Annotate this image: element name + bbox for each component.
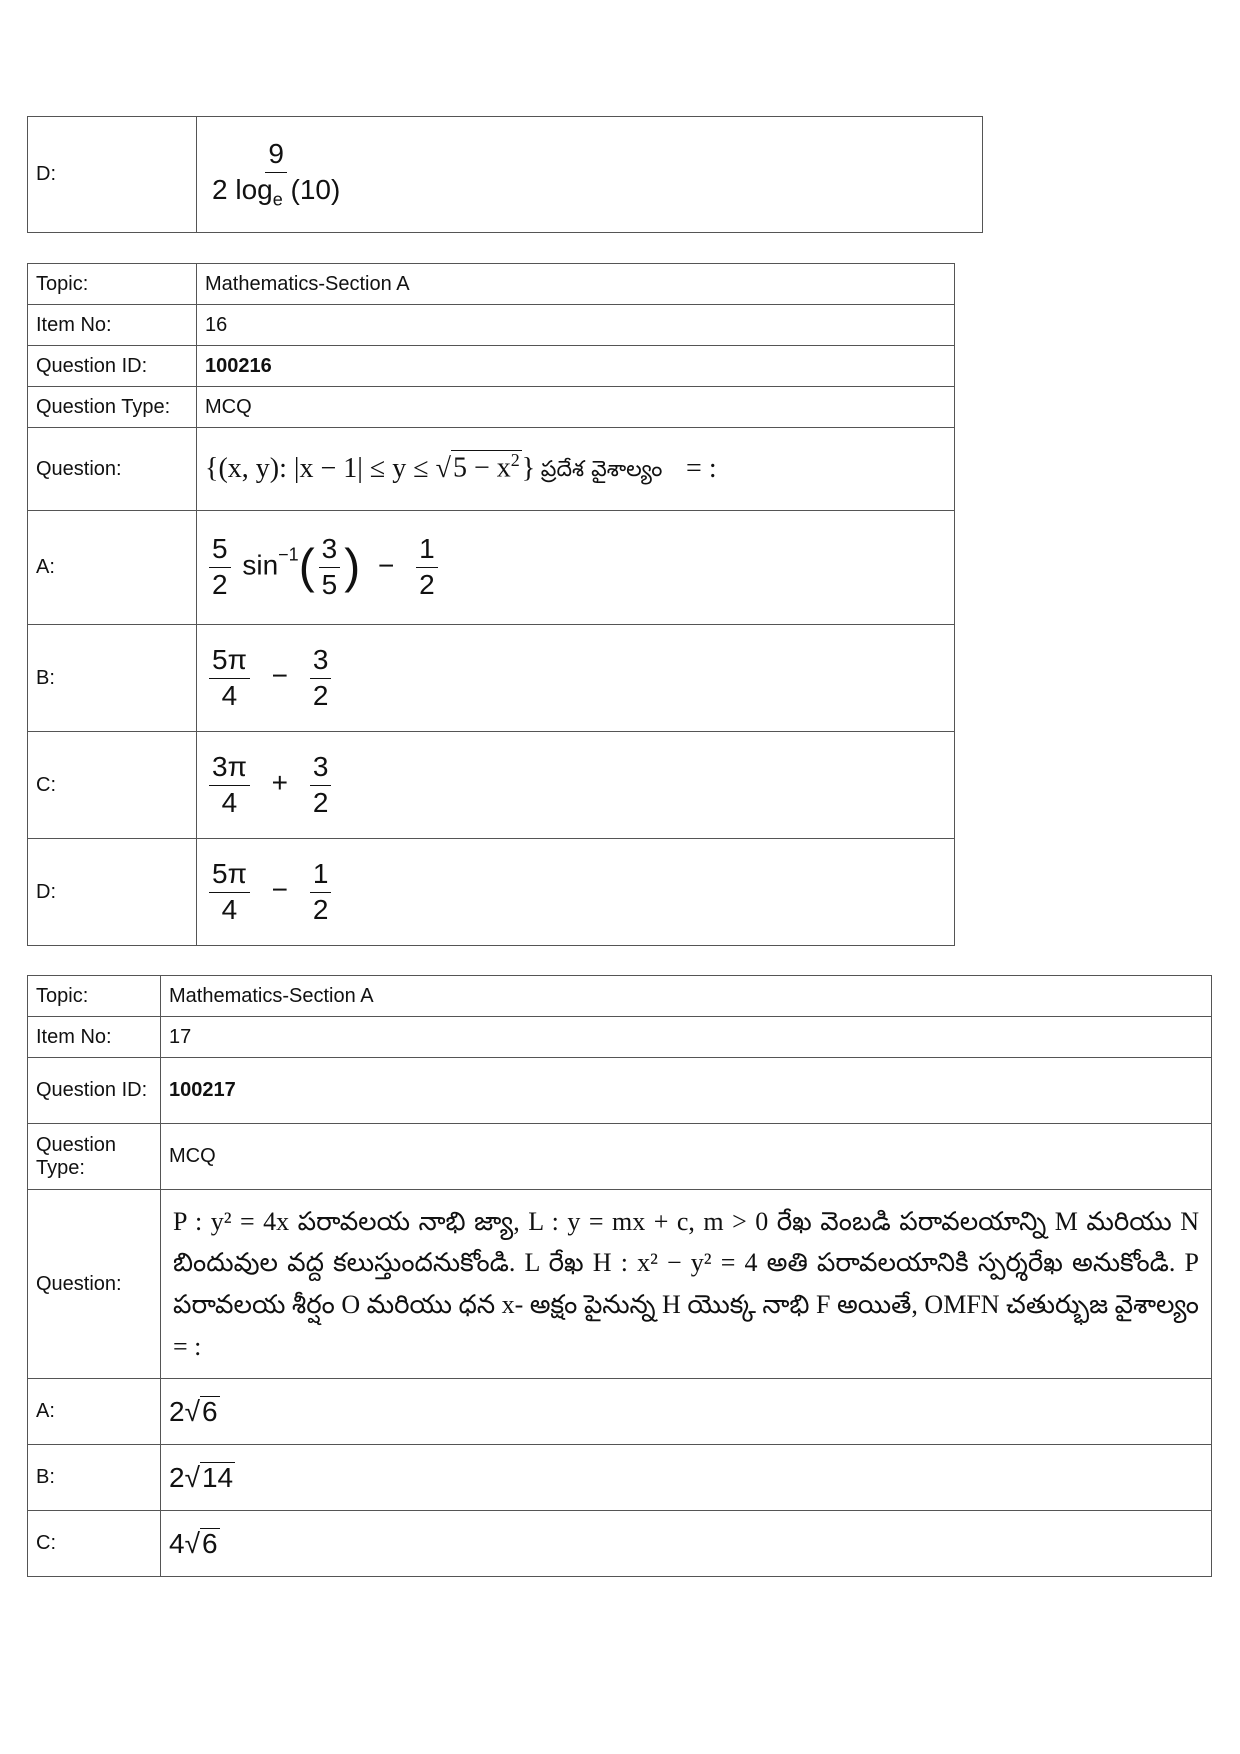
question-id-row (28, 346, 955, 387)
topic-label: Topic: (28, 264, 197, 305)
topic-value: Mathematics-Section A (161, 976, 1212, 1017)
item-no-value: 16 (197, 305, 955, 346)
numerator: 3 (310, 752, 332, 786)
question-id-label: Question ID: (28, 346, 197, 387)
previous-question-table (27, 116, 983, 233)
operator: − (271, 874, 289, 906)
left-paren: ( (298, 540, 315, 594)
power: 2 (510, 450, 520, 471)
option-row (28, 1379, 1212, 1445)
fraction (310, 752, 332, 819)
option-a-value (161, 1379, 1212, 1445)
topic-label: Topic: (28, 976, 161, 1017)
option-row (28, 839, 955, 946)
sqrt: √ 6 (184, 1527, 218, 1559)
item-no-value: 17 (161, 1017, 1212, 1058)
option-d-value (197, 117, 983, 233)
coefficient: 2 (169, 1395, 185, 1427)
option-row (28, 732, 955, 839)
numerator: 1 (310, 859, 332, 893)
question-math (205, 450, 536, 484)
topic-row (28, 976, 1212, 1017)
numerator: 3 (319, 534, 341, 568)
question-type-value: MCQ (197, 387, 955, 428)
question-label: Question: (28, 1190, 161, 1379)
radicand: 14 (201, 1461, 234, 1493)
denominator: 5 (321, 569, 338, 600)
numerator: 3 (310, 645, 332, 679)
operator: + (271, 767, 289, 799)
item-no-label: Item No: (28, 305, 197, 346)
option-row (28, 1445, 1212, 1511)
option-label: C: (28, 732, 197, 839)
right-paren: ) (344, 540, 361, 594)
operator: − (271, 660, 289, 692)
option-d-value (197, 839, 955, 946)
coefficient: 2 (169, 1461, 185, 1493)
denominator (209, 173, 343, 210)
fraction (209, 139, 343, 210)
item-no-row (28, 305, 955, 346)
numerator: 5π (209, 859, 250, 893)
denominator: 2 (419, 569, 435, 600)
fraction (209, 534, 231, 601)
fraction (209, 859, 250, 926)
radicand: 6 (201, 1395, 218, 1427)
question-text (197, 428, 955, 511)
question-type-row (28, 1124, 1212, 1190)
radicand: 6 (201, 1527, 218, 1559)
item-no-row (28, 1017, 1212, 1058)
numerator: 5π (209, 645, 250, 679)
log-base: e (272, 189, 283, 210)
operator: − (378, 549, 395, 581)
question-tail: = : (686, 452, 717, 484)
fraction (416, 534, 438, 601)
denominator: 2 (312, 786, 329, 818)
question-row (28, 428, 955, 511)
sqrt: √ $5 - x^2$ (435, 450, 520, 484)
set-open: {(x, y): |x − 1| ≤ y ≤ (205, 452, 436, 484)
option-label: D: (28, 839, 197, 946)
option-b-value (161, 1445, 1212, 1511)
denominator: 2 (212, 569, 228, 600)
sin-function: sin (242, 549, 279, 581)
question-type-label: Question Type: (28, 1124, 161, 1190)
option-c-value (197, 732, 955, 839)
option-label: A: (28, 1379, 161, 1445)
option-row (28, 117, 983, 233)
fraction (209, 752, 250, 819)
denominator: 4 (221, 786, 238, 818)
option-row (28, 511, 955, 625)
log-arg: (10) (290, 173, 341, 205)
numerator: 3π (209, 752, 250, 786)
option-c-value (161, 1511, 1212, 1577)
denominator: 2 (312, 893, 329, 925)
option-label: A: (28, 511, 197, 625)
sqrt: √ 14 (184, 1461, 234, 1493)
question-type-row (28, 387, 955, 428)
fraction (310, 645, 332, 712)
denominator: 2 (312, 679, 329, 711)
denominator: 4 (221, 893, 238, 925)
denominator: 4 (221, 679, 238, 711)
fraction (310, 859, 332, 926)
numerator: 9 (265, 139, 287, 173)
question-label: Question: (28, 428, 197, 511)
question-type-value: MCQ (161, 1124, 1212, 1190)
option-label: B: (28, 625, 197, 732)
item-no-label: Item No: (28, 1017, 161, 1058)
option-a-value (197, 511, 955, 625)
fraction (319, 534, 341, 601)
option-row (28, 1511, 1212, 1577)
question-id-label: Question ID: (28, 1058, 161, 1124)
numerator: 1 (416, 534, 438, 568)
set-close: } (521, 452, 536, 484)
sqrt: √ 6 (184, 1395, 218, 1427)
radicand (451, 450, 522, 484)
question-type-label: Question Type: (28, 387, 197, 428)
inverse-superscript: −1 (278, 544, 299, 565)
coefficient: 4 (169, 1527, 185, 1559)
option-b-value (197, 625, 955, 732)
radicand-text: 5 − x (452, 452, 511, 484)
question-id-value: 100216 (197, 346, 955, 387)
option-label: C: (28, 1511, 161, 1577)
log-text: 2 log (212, 173, 273, 205)
numerator: 5 (209, 534, 231, 568)
question-id-value: 100217 (161, 1058, 1212, 1124)
question-row (28, 1190, 1212, 1379)
question-id-row (28, 1058, 1212, 1124)
option-label: B: (28, 1445, 161, 1511)
topic-row (28, 264, 955, 305)
fraction (209, 645, 250, 712)
topic-value: Mathematics-Section A (197, 264, 955, 305)
option-row (28, 625, 955, 732)
question-17-table (27, 975, 1212, 1577)
question-telugu: ప్రదేశ వైశాల్యం (540, 457, 663, 483)
option-label: D: (28, 117, 197, 233)
question-text: P : y² = 4x పరావలయ నాభి జ్యా, L : y = mx + c, m > 0 రేఖ వెంబడి పరావలయాన్ని M మరియు N బిందువుల వద్ద కలుస్తుందనుకోండి. L రేఖ H : x² − y² = 4 అతి పరావలయానికి స్పర్శరేఖ అనుకోండి. P పరావలయ శీర్షం O మరియు ధన x- అక్షం పైనున్న H యొక్క నాభి F అయితే, OMFN చతుర్భుజ వైశాల్యం = : (161, 1190, 1212, 1379)
question-16-table (27, 263, 955, 946)
